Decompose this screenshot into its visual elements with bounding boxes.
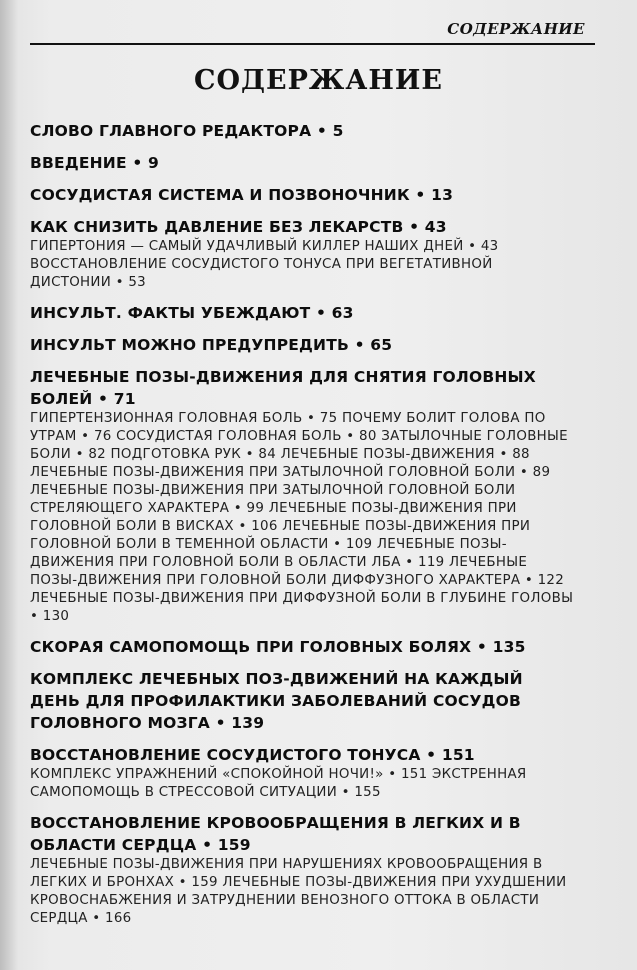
toc-entry	[30, 366, 578, 626]
toc-entry	[30, 152, 578, 174]
toc-heading: КАК СНИЗИТЬ ДАВЛЕНИЕ БЕЗ ЛЕКАРСТВ • 43	[30, 218, 447, 236]
running-head: СОДЕРЖАНИЕ	[447, 20, 585, 38]
toc-heading: СКОРАЯ САМОПОМОЩЬ ПРИ ГОЛОВНЫХ БОЛЯХ • 135	[30, 638, 526, 656]
toc-entry	[30, 636, 578, 658]
toc-entry	[30, 334, 578, 356]
toc-heading: ИНСУЛЬТ МОЖНО ПРЕДУПРЕДИТЬ • 65	[30, 336, 393, 354]
toc-heading: ВОССТАНОВЛЕНИЕ СОСУДИСТОГО ТОНУСА • 151	[30, 746, 475, 764]
spine-shadow	[0, 0, 18, 970]
toc-entry	[30, 668, 578, 734]
toc-entry	[30, 812, 578, 928]
toc-entry	[30, 744, 578, 802]
toc-entry	[30, 120, 578, 142]
toc-heading: СЛОВО ГЛАВНОГО РЕДАКТОРА • 5	[30, 122, 344, 140]
toc-subentries: ГИПЕРТЕНЗИОННАЯ ГОЛОВНАЯ БОЛЬ • 75 ПОЧЕМУ БОЛИТ ГОЛОВА ПО УТРАМ • 76 СОСУДИСТАЯ ГОЛОВНАЯ БОЛЬ • 80 ЗАТЫЛОЧНЫЕ ГОЛОВНЫЕ БОЛИ • 82 ПОДГОТОВКА РУК • 84 ЛЕЧЕБНЫЕ ПОЗЫ-ДВИЖЕНИЯ • 88 ЛЕЧЕБНЫЕ ПОЗЫ-ДВИЖЕНИЯ ПРИ ЗАТЫЛОЧНОЙ ГОЛОВНОЙ БОЛИ • 89 ЛЕЧЕБНЫЕ ПОЗЫ-ДВИЖЕНИЯ ПРИ ЗАТЫЛОЧНОЙ ГОЛОВНОЙ БОЛИ СТРЕЛЯЮЩЕГО ХАРАКТЕРА • 99 ЛЕЧЕБНЫЕ ПОЗЫ-ДВИЖЕНИЯ ПРИ ГОЛОВНОЙ БОЛИ В ВИСКАХ • 106 ЛЕЧЕБНЫЕ ПОЗЫ-ДВИЖЕНИЯ ПРИ ГОЛОВНОЙ БОЛИ В ТЕМЕННОЙ ОБЛАСТИ • 109 ЛЕЧЕБНЫЕ ПОЗЫ-ДВИЖЕНИЯ ПРИ ГОЛОВНОЙ БОЛИ В ОБЛАСТИ ЛБА • 119 ЛЕЧЕБНЫЕ ПОЗЫ-ДВИЖЕНИЯ ПРИ ГОЛОВНОЙ БОЛИ ДИФФУЗНОГО ХАРАКТЕРА • 122 ЛЕЧЕБНЫЕ ПОЗЫ-ДВИЖЕНИЯ ПРИ ДИФФУЗНОЙ БОЛИ В ГЛУБИНЕ ГОЛОВЫ • 130	[30, 411, 574, 624]
toc-heading: ЛЕЧЕБНЫЕ ПОЗЫ-ДВИЖЕНИЯ ДЛЯ СНЯТИЯ ГОЛОВНЫХ БОЛЕЙ • 71	[30, 368, 536, 408]
toc-entry	[30, 216, 578, 292]
toc-subentries: ГИПЕРТОНИЯ — САМЫЙ УДАЧЛИВЫЙ КИЛЛЕР НАШИХ ДНЕЙ • 43 ВОССТАНОВЛЕНИЕ СОСУДИСТОГО ТОНУСА ПРИ ВЕГЕТАТИВНОЙ ДИСТОНИИ • 53	[30, 239, 499, 290]
toc-entry	[30, 302, 578, 324]
toc-heading: СОСУДИСТАЯ СИСТЕМА И ПОЗВОНОЧНИК • 13	[30, 186, 454, 204]
toc-entry	[30, 184, 578, 206]
toc-heading: КОМПЛЕКС ЛЕЧЕБНЫХ ПОЗ-ДВИЖЕНИЙ НА КАЖДЫЙ ДЕНЬ ДЛЯ ПРОФИЛАКТИКИ ЗАБОЛЕВАНИЙ СОСУДОВ ГОЛОВНОГО МОЗГА • 139	[30, 670, 523, 732]
toc-subentries: ЛЕЧЕБНЫЕ ПОЗЫ-ДВИЖЕНИЯ ПРИ НАРУШЕНИЯХ КРОВООБРАЩЕНИЯ В ЛЕГКИХ И БРОНХАХ • 159 ЛЕЧЕБНЫЕ ПОЗЫ-ДВИЖЕНИЯ ПРИ УХУДШЕНИИ КРОВОСНАБЖЕНИЯ И ЗАТРУДНЕНИИ ВЕНОЗНОГО ОТТОКА В ОБЛАСТИ СЕРДЦА • 166	[30, 857, 567, 926]
header-rule	[30, 43, 595, 45]
toc-heading: ИНСУЛЬТ. ФАКТЫ УБЕЖДАЮТ • 63	[30, 304, 354, 322]
toc-heading: ВОССТАНОВЛЕНИЕ КРОВООБРАЩЕНИЯ В ЛЕГКИХ И В ОБЛАСТИ СЕРДЦА • 159	[30, 814, 521, 854]
toc-subentries: КОМПЛЕКС УПРАЖНЕНИЙ «СПОКОЙНОЙ НОЧИ!» • 151 ЭКСТРЕННАЯ САМОПОМОЩЬ В СТРЕССОВОЙ СИТУАЦИИ • 155	[30, 767, 527, 800]
table-of-contents	[30, 120, 578, 928]
page-title: СОДЕРЖАНИЕ	[194, 65, 443, 96]
toc-heading: ВВЕДЕНИЕ • 9	[30, 154, 160, 172]
